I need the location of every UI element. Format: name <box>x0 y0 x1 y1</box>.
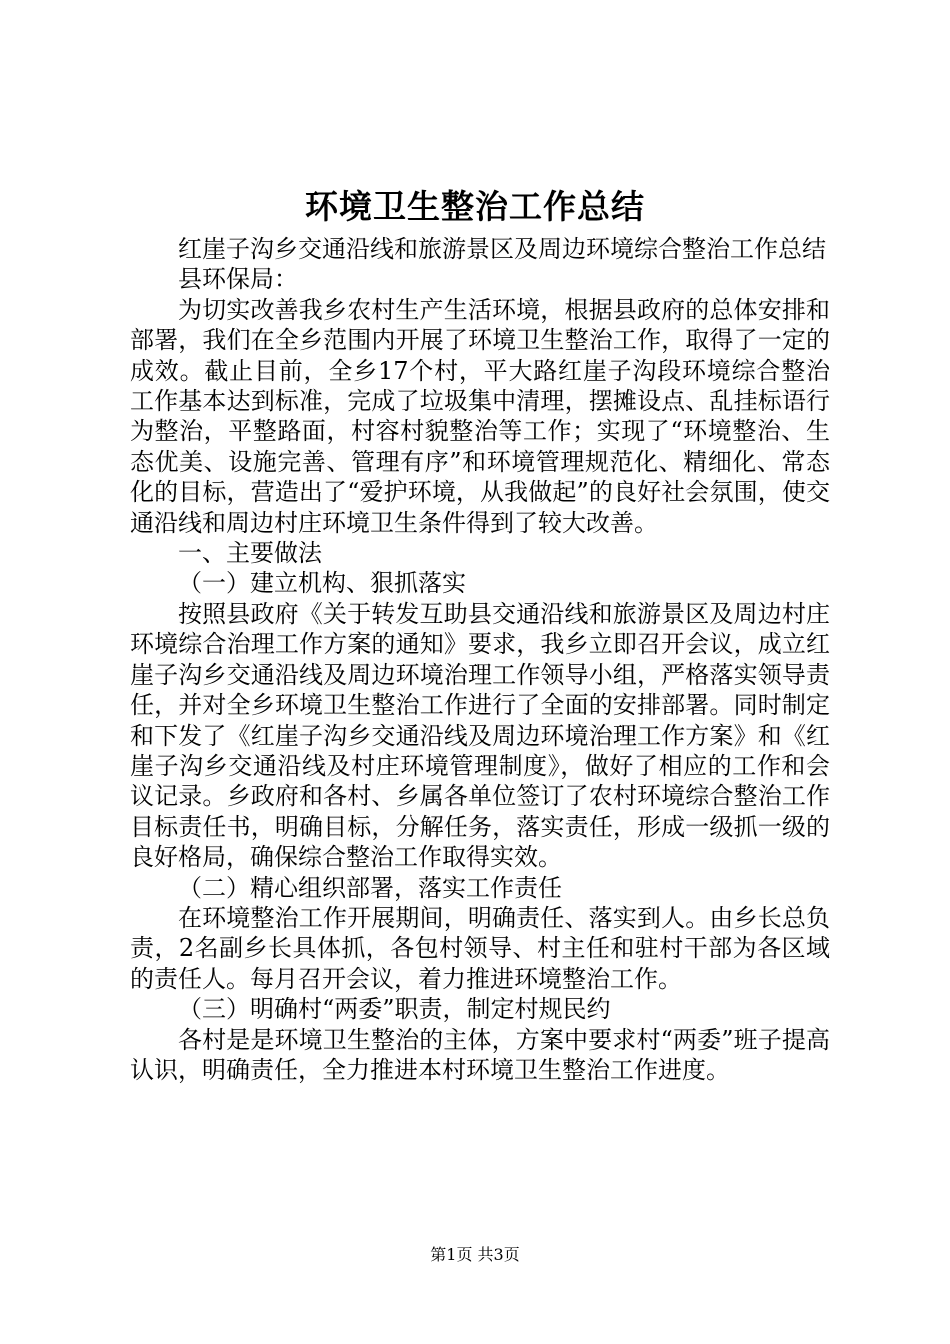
subsection-heading-3: （三）明确村“两委”职责，制定村规民约 <box>178 995 611 1024</box>
document-title: 环境卫生整治工作总结 <box>305 187 645 226</box>
body-paragraph-3: 各村是是环境卫生整治的主体，方案中要求村“两委”班子提高认识，明确责任，全力推进本村环境卫生整治工作进度。 <box>130 1025 830 1084</box>
body-paragraph-2: 在环境整治工作开展期间，明确责任、落实到人。由乡长总负责，2名副乡长具体抓，各包村领导、村主任和驻村干部为各区域的责任人。每月召开会议，着力推进环境整治工作。 <box>130 903 830 993</box>
intro-paragraph: 为切实改善我乡农村生产生活环境，根据县政府的总体安排和部署，我们在全乡范围内开展了环境卫生整治工作，取得了一定的成效。截止目前，全乡17个村，平大路红崖子沟段环境综合整治工作基本达到标准，完成了垃圾集中清理，摆摊设点、乱挂标语行为整治，平整路面，村容村貌整治等工作；实现了“环境整治、生态优美、设施完善、管理有序”和环境管理规范化、精细化、常态化的目标，营造出了“爱护环境，从我做起”的良好社会氛围，使交通沿线和周边村庄环境卫生条件得到了较大改善。 <box>130 295 830 537</box>
page-footer: 第1页 共3页 <box>430 1245 520 1264</box>
subtitle-paragraph: 红崖子沟乡交通沿线和旅游景区及周边环境综合整治工作总结 <box>178 235 826 263</box>
subsection-heading-1: （一）建立机构、狠抓落实 <box>178 569 466 598</box>
document-body <box>130 234 830 1085</box>
body-paragraph-1: 按照县政府《关于转发互助县交通沿线和旅游景区及周边村庄环境综合治理工作方案的通知》要求，我乡立即召开会议，成立红崖子沟乡交通沿线及周边环境治理工作领导小组，严格落实领导责任，并对全乡环境卫生整治工作进行了全面的安排部署。同时制定和下发了《红崖子沟乡交通沿线及周边环境治理工作方案》和《红崖子沟乡交通沿线及村庄环境管理制度》，做好了相应的工作和会议记录。乡政府和各村、乡属各单位签订了农村环境综合整治工作目标责任书，明确目标，分解任务，落实责任，形成一级抓一级的良好格局，确保综合整治工作取得实效。 <box>130 599 830 872</box>
subsection-heading-2: （二）精心组织部署，落实工作责任 <box>178 873 562 902</box>
addressee-paragraph: 县环保局： <box>178 265 298 294</box>
section-heading: 一、主要做法 <box>178 539 322 568</box>
